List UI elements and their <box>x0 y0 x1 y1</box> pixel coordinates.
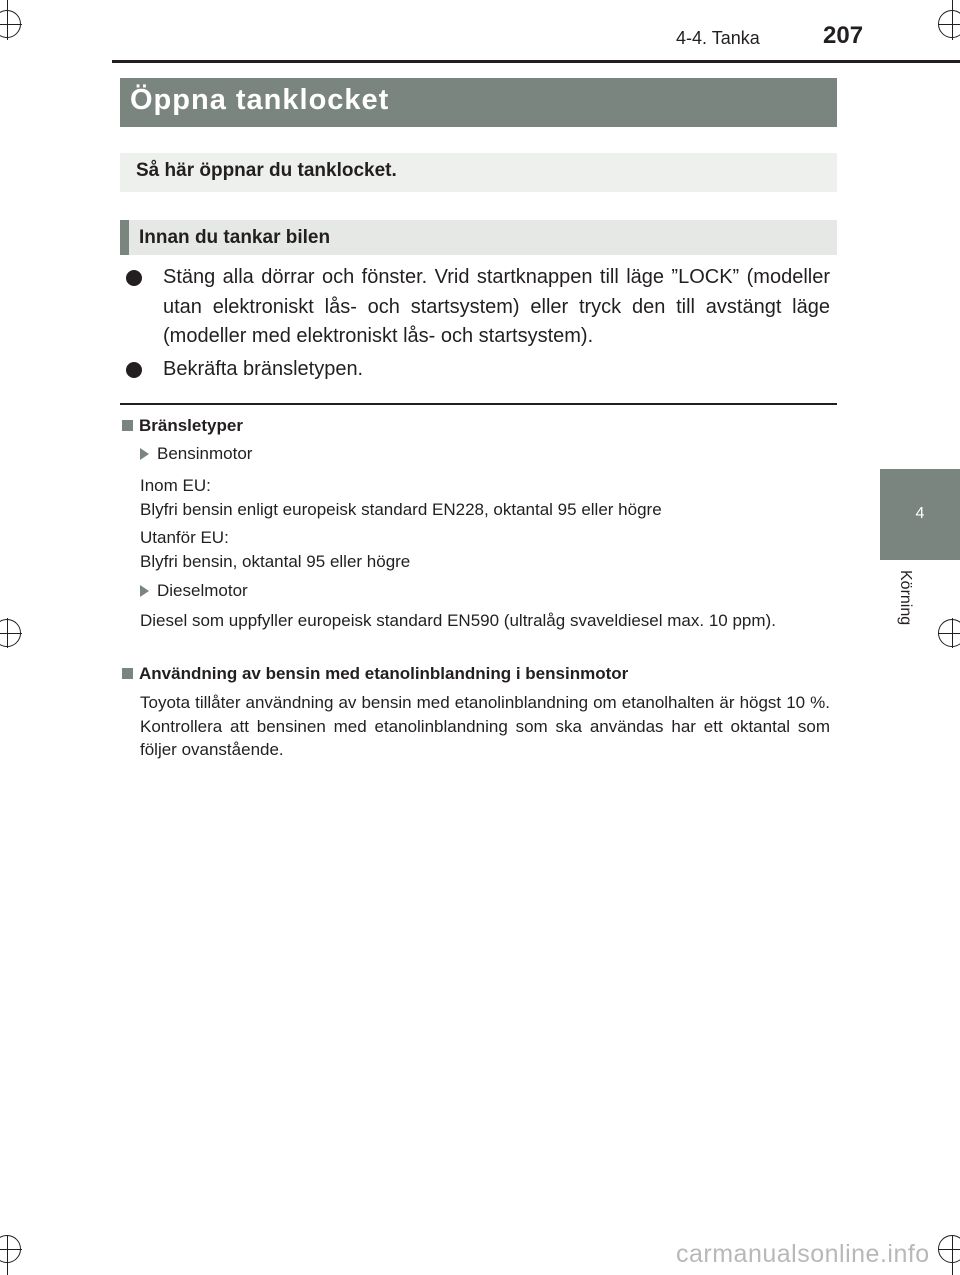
bullet-item <box>126 263 830 352</box>
paragraph-line: Blyfri bensin enligt europeisk standard EN228, oktantal 95 eller högre <box>140 499 662 519</box>
header-section-title: 4-4. Tanka <box>676 28 760 48</box>
subheading-text: Innan du tankar bilen <box>139 227 331 248</box>
fuel-subitem-diesel <box>140 581 248 601</box>
note-heading-text: Bränsletyper <box>139 416 243 435</box>
bullet-item <box>126 355 830 385</box>
paragraph-ethanol: Toyota tillåter användning av bensin med etanolinblandning om etanolhalten är högst 10 %. Kontrollera att bensinen med etanolinblandning som ska användas har ett oktantal som följer ovanstående. <box>140 693 830 759</box>
fuel-subitem-label: Bensinmotor <box>157 444 253 463</box>
intro-text: Så här öppnar du tanklocket. <box>136 160 397 181</box>
note-heading-ethanol <box>122 664 628 684</box>
paragraph-line: Utanför EU: <box>140 528 229 547</box>
fuel-subitem-label: Dieselmotor <box>157 581 248 600</box>
subheading-bar <box>120 220 837 255</box>
triangle-marker-icon <box>140 448 149 460</box>
bullet-dot-icon <box>126 362 142 378</box>
intro-box <box>120 153 837 192</box>
bullet-dot-icon <box>126 270 142 286</box>
section-title-bar <box>120 78 837 127</box>
chapter-label: Körning <box>897 570 914 626</box>
note-heading-fuel-types <box>122 416 243 436</box>
paragraph-diesel: Diesel som uppfyller europeisk standard EN590 (ultralåg svaveldiesel max. 10 ppm). <box>140 611 776 630</box>
square-marker-icon <box>122 420 133 431</box>
square-marker-icon <box>122 668 133 679</box>
triangle-marker-icon <box>140 585 149 597</box>
header-rule <box>112 60 960 63</box>
note-heading-text: Användning av bensin med etanolinblandning i bensinmotor <box>139 664 629 683</box>
paragraph-line: Blyfri bensin, oktantal 95 eller högre <box>140 551 411 571</box>
paragraph-utanfor-eu <box>140 526 830 573</box>
bullet-text: Bekräfta bränsletypen. <box>163 358 364 380</box>
watermark: carmanualsonline.info <box>676 1240 930 1268</box>
paragraph-line: Inom EU: <box>140 476 211 495</box>
bullet-text: Stäng alla dörrar och fönster. Vrid startknappen till läge ”LOCK” (modeller utan elektroniskt lås- och startsystem) eller tryck den till avstängt läge (modeller med elektroniskt lås- och startsystem). <box>163 266 830 347</box>
chapter-number: 4 <box>915 505 925 522</box>
separator-rule <box>120 403 837 405</box>
page-title: Öppna tanklocket <box>130 84 390 116</box>
paragraph-inom-eu <box>140 474 830 521</box>
chapter-tab <box>880 469 960 560</box>
subheading-accent <box>120 220 129 255</box>
fuel-subitem-petrol <box>140 444 252 464</box>
page-number: 207 <box>823 22 864 49</box>
